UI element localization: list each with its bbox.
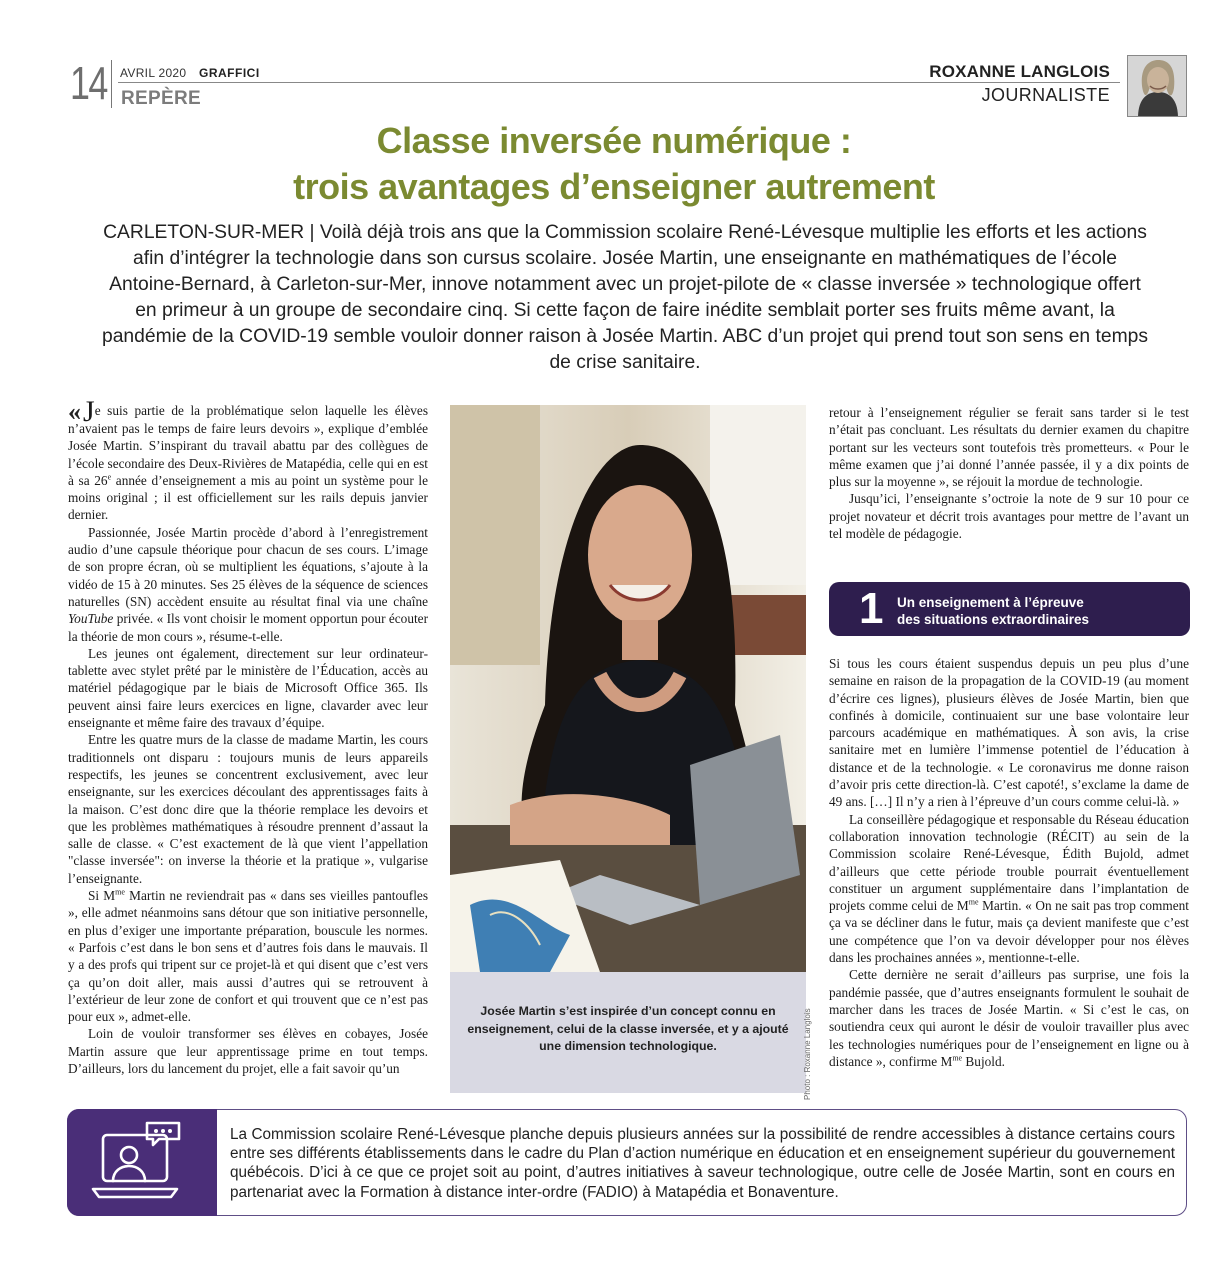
article-column-3-top (829, 404, 1189, 542)
photo-block (450, 405, 806, 1093)
info-box-icon-panel (67, 1109, 217, 1216)
column-1-paragraph-2: Passionnée, Josée Martin procède d’abord à l’enregistrement audio d’une capsule théorique pour chacun de ses cours. L’image de son propre écran, où se multiplient les équations, s’ajoute à la vidéo de 15 à 20 minutes. Ses 25 élèves de la séquence de sciences naturelles (SN) accèdent ensuite au résultat final via une chaîne YouTube privée. « Ils vont choisir le moment opportun pour écouter la théorie de mon cours », résume-t-elle. (68, 524, 428, 644)
column-3-paragraph-1: retour à l’enseignement régulier se ferait sans tarder si le test n’était pas concluant. Les résultats du dernier examen du chapitre portant sur les vecteurs sont toutefois très prometteurs. « Pour le même examen que j’ai donné l’année passée, il y a dix points de plus sur la moyenne », se réjouit la mordue de technologie. (829, 405, 1189, 490)
info-box (67, 1109, 1187, 1216)
column-1-paragraph-4: Entre les quatre murs de la classe de madame Martin, les cours traditionnels ont disparu : toujours munis de leurs appareils respectifs, les jeunes se concentrent exclusivement, avec leur enseignante, sur les exercices découlant des apprentissages faits à la maison. C’est donc dire que la théorie remplace les devoirs et que les problèmes mathématiques à résoudre prennent d’assaut la salle de classe. « C’est exactement de là que vient l’appellation "classe inversée": on inverse la théorie et la pratique », vulgarise l’enseignante. (68, 732, 428, 886)
article-photo (450, 405, 806, 972)
column-3-paragraph-5: Cette dernière ne serait d’ailleurs pas surprise, une fois la pandémie passée, que d’autres enseignants formulent le souhait de marcher dans les traces de Josée Martin. « Si c’est le cas, on soutiendra ceux qui auront le désir de vouloir travailler plus avec les technologies numériques pour de l’enseignement en ligne ou à distance », confirme $M^{me}$ Bujold. (829, 967, 1189, 1069)
opening-quote-mark: « (68, 397, 81, 426)
subheading-box (829, 582, 1190, 636)
article-column-3-bottom (829, 655, 1189, 1070)
subheading-title: Un enseignement à l’épreuve des situations extraordinaires (897, 595, 1090, 627)
column-1-paragraph-1: «Je suis partie de la problématique selon laquelle les élèves n’avaient pas le temps de faire leurs devoirs », explique d’emblée Josée Martin. S’inspirant du travail abattu par des collègues de l’école secondaire des Deux-Rivières de Matapédia, celle qui en est à sa 26e année d’enseignement a mis au point un système pour le moins original ; il est officiellement sur les rails depuis janvier dernier. (68, 395, 428, 523)
header-rule (118, 82, 1120, 83)
publication-name: GRAFFICI (199, 66, 260, 80)
author-portrait (1127, 55, 1187, 117)
article-column-1 (68, 395, 428, 1077)
author-name: ROXANNE LANGLOIS (929, 62, 1110, 81)
online-teacher-icon (67, 1203, 217, 1220)
article-title-line2: trois avantages d’enseigner autrement (293, 166, 935, 207)
section-label: REPÈRE (121, 88, 201, 109)
column-3-paragraph-4: La conseillère pédagogique et responsable du Réseau éducation collaboration innovation technologie (RÉCIT) au sein de la Commission scolaire René-Lévesque, Édith Bujold, admet d’ailleurs que cette période trouble pourrait éventuellement constituer un argument supplémentaire dans l’implantation de projets comme celui de $M^{me}$ Martin. « On ne sait pas trop comment ça va se décliner dans le futur, mais ça devient manifeste que c’est une compétence que l’on va devoir développer pour nos élèves dans les prochaines années », mentionne-t-elle. (829, 811, 1189, 966)
column-3-paragraph-3: Si tous les cours étaient suspendus depuis un peu plus d’une semaine en raison de la propagation de la COVID-19 (au moment d’écrire ces lignes), plusieurs élèves de Josée Martin, bien que confinés à domicile, continuaient sur une base volontaire leur parcours académique en mathématiques. À son avis, la crise sanitaire met en lumière l’immense potentiel de l’éducation à distance et de la technologie. « Le coronavirus me donne raison d’avoir pris cette direction-là. C’est capoté!, s’exclame la dame de 49 ans. […] Il n’y a rien à l’épreuve d’un cours comme celui-là. » (829, 656, 1189, 810)
column-3-paragraph-2: Jusqu’ici, l’enseignante s’octroie la note de 9 sur 10 pour ce projet novateur et décrit trois avantages pour mettre de l’avant un tel modèle de pédagogie. (829, 491, 1189, 542)
info-box-text: La Commission scolaire René-Lévesque planche depuis plusieurs années sur la possibilité de rendre accessibles à distance certains cours entre ses différents établissements dans le cadre du Plan d’action numérique en éducation et en enseignement supérieur du gouvernement québécois. D’ici à ce que ce projet soit au point, d’autres initiatives à saveur technologique, outre celle de Josée Martin, sont en cours en partenariat avec la Formation à distance inter-ordre (FADIO) à Matapédia et Bonaventure. (230, 1126, 1175, 1201)
column-1-paragraph-6: Loin de vouloir transformer ses élèves en cobayes, Josée Martin assure que leur apprentissage prime en tout temps. D’ailleurs, lors du lancement du projet, elle a fait savoir qu’un (68, 1026, 428, 1076)
header-divider (111, 60, 112, 108)
issue-date: AVRIL 2020 (120, 66, 187, 80)
column-1-paragraph-3: Les jeunes ont également, directement sur leur ordinateur-tablette avec stylet prêté par le ministère de l’Éducation, accès au matériel pédagogique par le biais de Microsoft Office 365. Ils peuvent ainsi faire leurs exercices en ligne, clavarder avec leur enseignante et même faire des travaux d’équipe. (68, 645, 428, 731)
article-title (0, 118, 1228, 210)
photo-credit: Photo : Roxanne Langlois (803, 1008, 812, 1100)
page-number: 14 (70, 57, 107, 109)
author-role: JOURNALISTE (981, 85, 1110, 105)
subheading-number: 1 (859, 584, 884, 633)
drop-cap: J (83, 395, 95, 428)
column-1-paragraph-5: Si $M^{me}$ Martin ne reviendrait pas « dans ses vieilles pantoufles », elle admet néanmoins sans détour que son initiative personnelle, en plus d’exiger une importante préparation, bouscule les normes. « Parfois c’est dans le bon sens et d’autres fois dans le mauvais. Il y a des profs qui tripent sur ce projet-là et qui disent que c’est vers ça qu’on doit aller, mais aussi d’autres qui se retrouvent à l’extérieur de leur zone de confort et qui trouvent que ce n’est pas pour eux », admet-elle. (68, 887, 428, 1025)
article-lead: CARLETON-SUR-MER | Voilà déjà trois ans que la Commission scolaire René-Lévesque multiplie les efforts et les actions afin d’intégrer la technologie dans son cursus scolaire. Josée Martin, une enseignante en mathématiques de l’école Antoine-Bernard, à Carleton-sur-Mer, innove notamment avec un projet-pilote de « classe inversée » technologique offert en primeur à un groupe de secondaire cinq. Si cette façon de faire inédite semblait porter ses fruits même avant, la pandémie de la COVID-19 semble vouloir donner raison à Josée Martin. ABC d’un projet qui prend tout son sens en temps de crise sanitaire. (101, 222, 1149, 373)
article-title-line1: Classe inversée numérique : (376, 120, 852, 161)
photo-caption: Josée Martin s’est inspirée d’un concept connu en enseignement, celui de la classe inversée, et y a ajouté une dimension technologique. (467, 1004, 789, 1053)
